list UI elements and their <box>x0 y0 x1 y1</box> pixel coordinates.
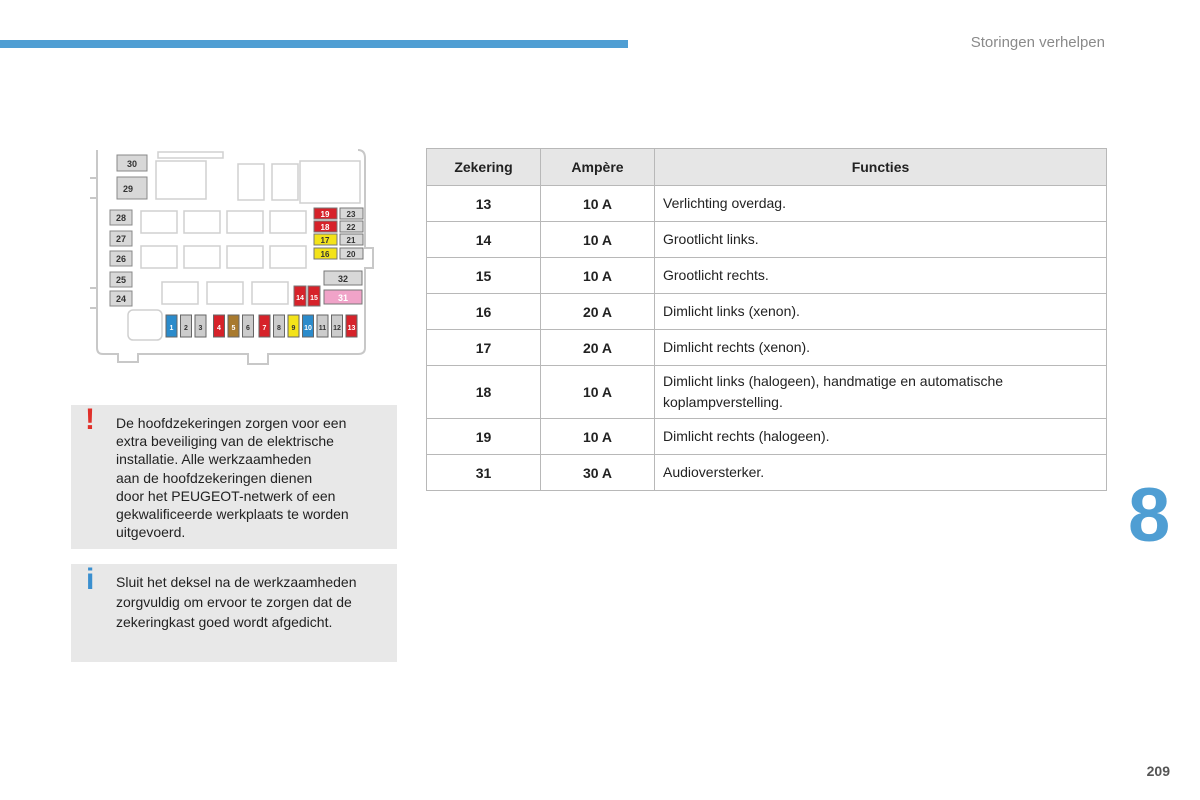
fuse-13 <box>346 315 357 337</box>
cell-ampere: 10 A <box>541 366 655 419</box>
fuse-5 <box>228 315 239 337</box>
cell-function-line: Dimlicht links (halogeen), handmatige en automatische <box>663 373 1004 389</box>
cell-function: Dimlicht rechts (halogeen). <box>655 419 1107 455</box>
cell-function-line: koplampverstelling. <box>663 394 783 410</box>
fuse-14 <box>294 286 306 306</box>
fuse-2 <box>181 315 192 337</box>
header-ampere: Ampère <box>541 149 655 186</box>
svg-text:8: 8 <box>277 325 281 332</box>
fuse-11 <box>317 315 328 337</box>
fuse-27 <box>110 231 132 246</box>
fuse-32 <box>324 271 362 285</box>
info-text <box>116 572 391 632</box>
table-row <box>427 222 1107 258</box>
cell-fuse: 14 <box>427 222 541 258</box>
warning-note <box>71 405 397 549</box>
svg-text:31: 31 <box>337 293 349 303</box>
fuse-21 <box>340 234 363 245</box>
svg-text:13: 13 <box>347 325 356 332</box>
cell-fuse: 17 <box>427 330 541 366</box>
svg-text:28: 28 <box>115 213 127 223</box>
cell-fuse: 31 <box>427 455 541 491</box>
cell-ampere: 10 A <box>541 419 655 455</box>
cell-ampere: 10 A <box>541 186 655 222</box>
svg-text:18: 18 <box>320 223 330 232</box>
header-fuse: Zekering <box>427 149 541 186</box>
warning-line: extra beveiliging van de elektrische <box>116 433 334 450</box>
svg-text:9: 9 <box>291 325 296 332</box>
fuse-9 <box>288 315 299 337</box>
warning-line: De hoofdzekeringen zorgen voor een <box>116 415 347 431</box>
fuse-1 <box>166 315 177 337</box>
table-row <box>427 330 1107 366</box>
fuse-table <box>426 148 1107 491</box>
relay-slots <box>128 152 360 340</box>
svg-text:29: 29 <box>122 184 134 194</box>
fuse-8 <box>274 315 285 337</box>
fuse-15 <box>308 286 320 306</box>
svg-text:7: 7 <box>262 325 267 332</box>
bottom-fuse-row <box>166 315 357 337</box>
cell-function: Audioversterker. <box>655 455 1107 491</box>
fuse-19 <box>314 208 337 219</box>
table-header-row <box>427 149 1107 186</box>
svg-text:10: 10 <box>304 325 312 332</box>
svg-text:20: 20 <box>346 250 356 259</box>
cell-function: Grootlicht rechts. <box>655 258 1107 294</box>
svg-text:22: 22 <box>346 223 356 232</box>
warning-line: aan de hoofdzekeringen dienen <box>116 469 313 486</box>
fuse-30 <box>117 155 147 171</box>
section-title: Storingen verhelpen <box>970 34 1105 51</box>
svg-text:14: 14 <box>296 295 304 302</box>
cell-ampere: 20 A <box>541 294 655 330</box>
fuse-31 <box>324 290 362 304</box>
table-row <box>427 419 1107 455</box>
svg-text:5: 5 <box>231 325 236 332</box>
fuse-25 <box>110 272 132 287</box>
fuse-28 <box>110 210 132 225</box>
cell-function: Dimlicht rechts (xenon). <box>655 330 1107 366</box>
cell-ampere: 20 A <box>541 330 655 366</box>
chapter-number: 8 <box>1128 473 1171 558</box>
fuse-24 <box>110 291 132 306</box>
cell-ampere: 10 A <box>541 258 655 294</box>
fuse-7 <box>259 315 270 337</box>
info-line: zekeringkast goed wordt afgedicht. <box>116 614 333 630</box>
table-row <box>427 366 1107 419</box>
fuse-10 <box>303 315 314 337</box>
fuse-4 <box>214 315 225 337</box>
cell-function: Grootlicht links. <box>655 222 1107 258</box>
info-note <box>71 564 397 662</box>
warning-line: door het PEUGEOT-netwerk of een <box>116 487 336 504</box>
fuse-box-diagram <box>88 148 388 370</box>
exclamation-icon: ! <box>85 403 95 436</box>
svg-text:15: 15 <box>310 295 318 302</box>
svg-text:16: 16 <box>320 250 330 259</box>
cell-ampere: 30 A <box>541 455 655 491</box>
fuse-6 <box>243 315 254 337</box>
cell-ampere: 10 A <box>541 222 655 258</box>
svg-text:26: 26 <box>115 254 127 264</box>
cell-fuse: 13 <box>427 186 541 222</box>
cell-fuse: 19 <box>427 419 541 455</box>
fuse-22 <box>340 221 363 232</box>
svg-text:23: 23 <box>346 210 356 219</box>
svg-text:1: 1 <box>169 325 174 332</box>
svg-text:6: 6 <box>246 325 250 332</box>
cell-fuse: 16 <box>427 294 541 330</box>
svg-text:2: 2 <box>184 325 188 332</box>
info-icon: i <box>86 563 95 596</box>
page-number: 209 <box>1146 763 1170 779</box>
cell-fuse: 18 <box>427 366 541 419</box>
fuse-17 <box>314 234 337 245</box>
cell-function: Dimlicht links (xenon). <box>655 294 1107 330</box>
svg-text:11: 11 <box>318 325 327 332</box>
svg-text:21: 21 <box>346 236 356 245</box>
table-row <box>427 186 1107 222</box>
svg-text:27: 27 <box>115 234 127 244</box>
warning-line: installatie. Alle werkzaamheden <box>116 451 312 468</box>
cell-fuse: 15 <box>427 258 541 294</box>
fuse-3 <box>195 315 206 337</box>
svg-text:25: 25 <box>115 275 127 285</box>
info-line: zorgvuldig om ervoor te zorgen dat de <box>116 594 352 610</box>
table-row <box>427 258 1107 294</box>
fuse-18 <box>314 221 337 232</box>
svg-text:19: 19 <box>320 210 330 219</box>
info-line: Sluit het deksel na de werkzaamheden <box>116 574 357 590</box>
svg-text:32: 32 <box>337 274 349 284</box>
table-row <box>427 294 1107 330</box>
fuse-26 <box>110 251 132 266</box>
header-functions: Functies <box>655 149 1107 186</box>
table-row <box>427 455 1107 491</box>
svg-text:30: 30 <box>126 159 138 169</box>
top-accent-bar <box>0 40 628 48</box>
svg-text:3: 3 <box>198 325 203 332</box>
warning-text <box>116 414 391 541</box>
warning-line: gekwalificeerde werkplaats te worden <box>116 506 349 523</box>
fuse-23 <box>340 208 363 219</box>
svg-text:24: 24 <box>115 294 127 304</box>
svg-text:17: 17 <box>320 236 330 245</box>
fuse-12 <box>332 315 343 337</box>
svg-text:4: 4 <box>217 325 221 332</box>
cell-function: Verlichting overdag. <box>655 186 1107 222</box>
fuse-16 <box>314 248 337 259</box>
fuse-29 <box>117 177 147 199</box>
warning-line: uitgevoerd. <box>116 524 186 541</box>
svg-text:12: 12 <box>333 325 341 332</box>
fuse-20 <box>340 248 363 259</box>
cell-function <box>655 366 1107 419</box>
